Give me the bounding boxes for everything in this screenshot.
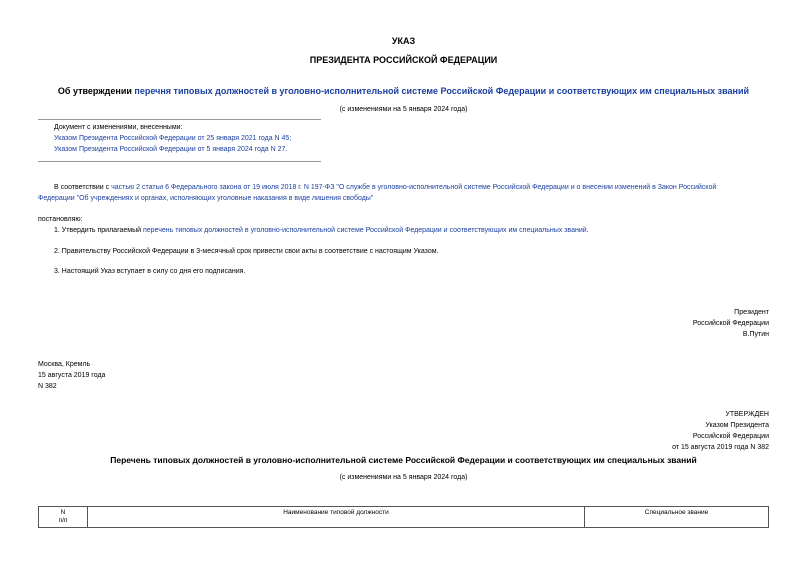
preamble-law-link-continued[interactable]: Федерации "Об учреждениях и органах, исполняющих уголовные наказания в виде лишения свободы": [38, 195, 374, 202]
signature-name: В.Путин: [742, 331, 769, 338]
signature-title: Президент: [734, 309, 769, 316]
amendments-intro: Документ с изменениями, внесенными:: [54, 124, 183, 131]
header-number-pp: п/п: [58, 517, 68, 524]
title-link[interactable]: перечня типовых должностей в уголовно-исполнительной системе Российской Федерации и соответствующих им специальных званий: [134, 86, 750, 96]
approved-stamp: УТВЕРЖДЕН: [725, 411, 769, 418]
point-1-link[interactable]: перечень типовых должностей в уголовно-исполнительной системе Российской Федерации и соответствующих им специальных званий: [142, 227, 587, 234]
preamble-line-1: [54, 184, 716, 191]
positions-table: [38, 506, 769, 528]
amendments-top-divider: [38, 119, 321, 120]
point-1-suffix: .: [586, 227, 589, 234]
header-rank: Специальное звание: [585, 507, 769, 528]
changes-note: (с изменениями на 5 января 2024 года): [339, 106, 468, 113]
point-2: 2. Правительству Российской Федерации в 3-месячный срок привести свои акты в соответствие с настоящим Указом.: [54, 248, 439, 255]
point-1: [54, 227, 589, 234]
approved-by: Указом Президента: [705, 422, 769, 429]
header-number-n: N: [60, 509, 66, 516]
amendment-link-2[interactable]: Указом Президента Российской Федерации от 5 января 2024 года N 27.: [54, 146, 288, 153]
amendments-bottom-divider: [38, 161, 321, 162]
list-title: Перечень типовых должностей в уголовно-исполнительной системе Российской Федерации и соответствующих им специальных званий: [110, 455, 697, 465]
preamble-law-link[interactable]: частью 2 статьи 6 Федерального закона от 19 июля 2018 г. N 197-ФЗ "О службе в уголовно-исполнительной системе Российской Федерации и о внесении изменений в Закон Российской: [111, 184, 717, 191]
decree-issuer: ПРЕЗИДЕНТА РОССИЙСКОЙ ФЕДЕРАЦИИ: [309, 55, 498, 65]
header-position: Наименование типовой должности: [88, 507, 585, 528]
decree-word: постановляю:: [38, 216, 83, 223]
signature-country: Российской Федерации: [692, 320, 769, 327]
preamble-prefix: В соответствии с: [54, 184, 112, 191]
decree-number: N 382: [38, 383, 57, 390]
place: Москва, Кремль: [38, 361, 91, 368]
document-title: [0, 86, 807, 96]
table-header-row: [39, 507, 769, 528]
approved-date: от 15 августа 2019 года N 382: [672, 444, 769, 451]
header-number: [39, 507, 88, 528]
approved-country: Российской Федерации: [692, 433, 769, 440]
list-changes-note: (с изменениями на 5 января 2024 года): [339, 474, 468, 481]
point-1-prefix: 1. Утвердить прилагаемый: [54, 227, 143, 234]
point-3: 3. Настоящий Указ вступает в силу со дня его подписания.: [54, 268, 246, 275]
decree-heading: УКАЗ: [391, 36, 416, 46]
amendment-link-1[interactable]: Указом Президента Российской Федерации от 25 января 2021 года N 45;: [54, 135, 292, 142]
title-prefix: Об утверждении: [57, 86, 135, 96]
date: 15 августа 2019 года: [38, 372, 106, 379]
